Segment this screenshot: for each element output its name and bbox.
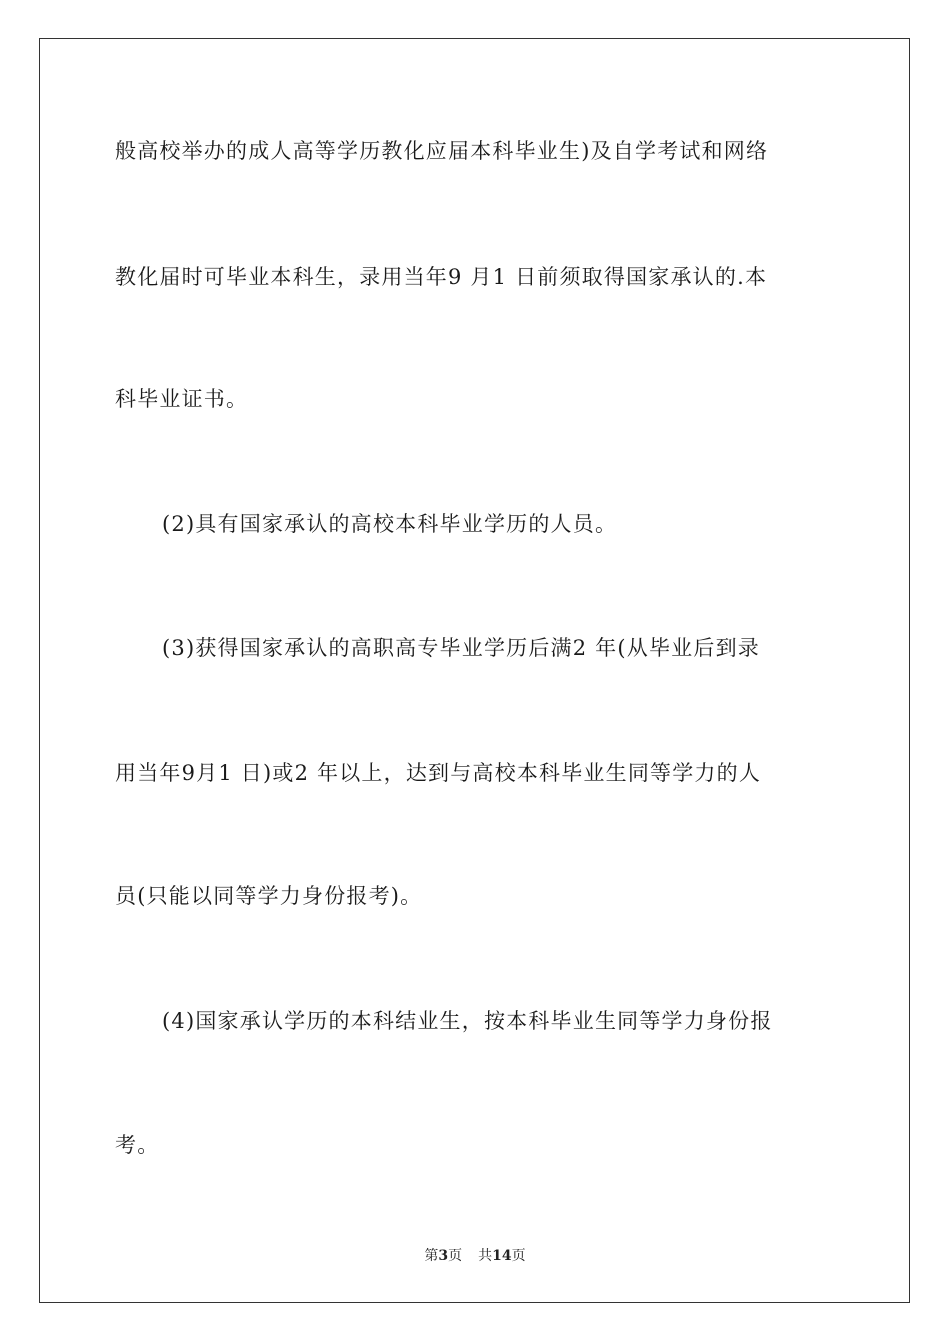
body-text-line: 员(只能以同等学力身份报考)。 [115, 884, 423, 908]
body-text-line: 科毕业证书。 [115, 387, 249, 411]
total-suffix: 页 [511, 1248, 526, 1264]
paragraph-item-3: (3)获得国家承认的高职高专毕业学历后满2 年(从毕业后到录 [162, 636, 760, 660]
body-text-line: 般高校举办的成人高等学历教化应届本科毕业生)及自学考试和网络 [115, 139, 769, 163]
total-prefix: 共 [478, 1248, 493, 1264]
total-pages: 14 [492, 1248, 512, 1264]
page-prefix: 第 [424, 1248, 439, 1264]
page-border [39, 38, 910, 1303]
page-suffix: 页 [448, 1248, 463, 1264]
body-text-line: 用当年9月1 日)或2 年以上，达到与高校本科毕业生同等学力的人 [115, 761, 762, 785]
paragraph-item-2: (2)具有国家承认的高校本科毕业学历的人员。 [162, 512, 618, 536]
page-footer [0, 1247, 950, 1265]
page-number: 3 [438, 1248, 449, 1264]
body-text-line: 考。 [115, 1133, 160, 1157]
body-text-line: 教化届时可毕业本科生，录用当年9 月1 日前须取得国家承认的.本 [115, 265, 768, 289]
paragraph-item-4: (4)国家承认学历的本科结业生，按本科毕业生同等学力身份报 [162, 1009, 773, 1033]
